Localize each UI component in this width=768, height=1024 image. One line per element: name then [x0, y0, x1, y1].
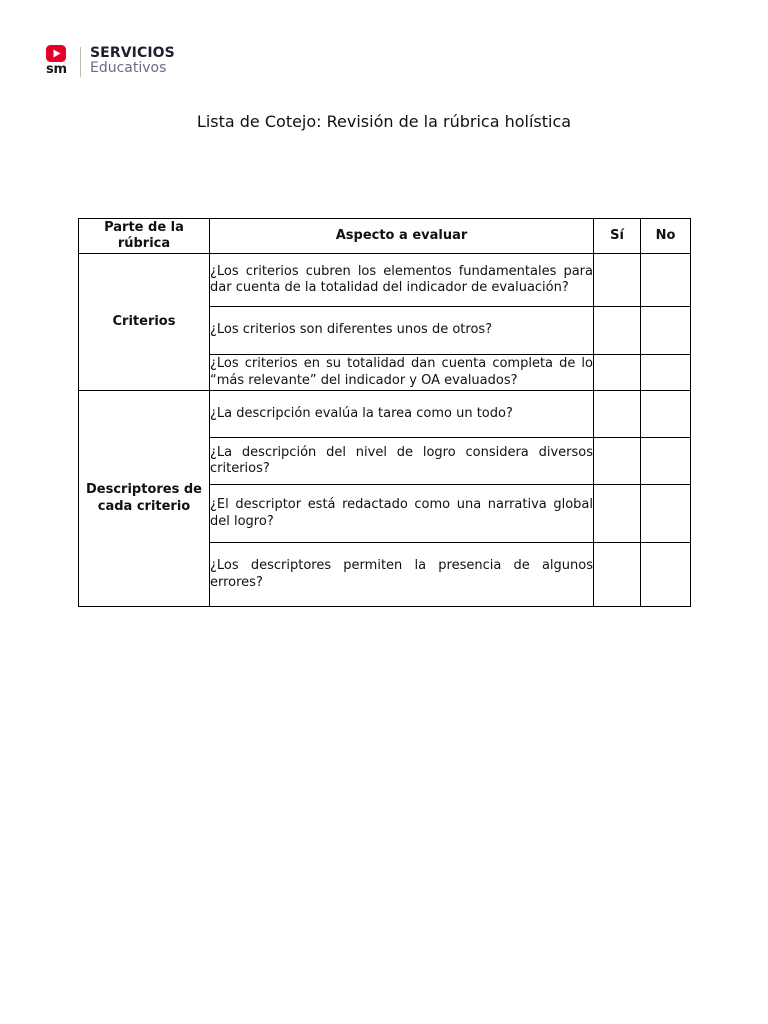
si-checkbox-cell[interactable]	[594, 254, 641, 307]
no-checkbox-cell[interactable]	[641, 438, 691, 485]
header-parte: Parte de la rúbrica	[79, 219, 210, 254]
group-label-criterios: Criterios	[79, 254, 210, 391]
sm-servicios-educativos-logo	[46, 45, 175, 79]
si-checkbox-cell[interactable]	[594, 485, 641, 543]
aspect-cell: ¿Los criterios son diferentes unos de otros?	[210, 307, 594, 355]
logo-line-educativos: Educativos	[90, 60, 167, 76]
group-label-descriptores: Descriptores de cada criterio	[79, 391, 210, 607]
aspect-cell: ¿La descripción evalúa la tarea como un todo?	[210, 391, 594, 438]
header-si: Sí	[594, 219, 641, 254]
no-checkbox-cell[interactable]	[641, 485, 691, 543]
si-checkbox-cell[interactable]	[594, 307, 641, 355]
no-checkbox-cell[interactable]	[641, 391, 691, 438]
logo-sm-text: sm	[46, 62, 67, 77]
aspect-cell: ¿La descripción del nivel de logro considera diversos criterios?	[210, 438, 594, 485]
si-checkbox-cell[interactable]	[594, 438, 641, 485]
si-checkbox-cell[interactable]	[594, 355, 641, 391]
checklist-table	[78, 218, 691, 607]
header-no: No	[641, 219, 691, 254]
no-checkbox-cell[interactable]	[641, 307, 691, 355]
aspect-cell: ¿Los descriptores permiten la presencia de algunos errores?	[210, 543, 594, 607]
no-checkbox-cell[interactable]	[641, 254, 691, 307]
si-checkbox-cell[interactable]	[594, 391, 641, 438]
table-row	[79, 391, 691, 438]
table-header-row	[79, 219, 691, 254]
play-icon	[46, 45, 68, 63]
logo-line-servicios: SERVICIOS	[90, 45, 175, 61]
table-row	[79, 254, 691, 307]
aspect-cell: ¿Los criterios en su totalidad dan cuenta completa de lo “más relevante” del indicador y OA evaluados?	[210, 355, 594, 391]
logo-wordmark	[90, 46, 175, 76]
no-checkbox-cell[interactable]	[641, 355, 691, 391]
aspect-cell: ¿Los criterios cubren los elementos fundamentales para dar cuenta de la totalidad del indicador de evaluación?	[210, 254, 594, 307]
header-aspecto: Aspecto a evaluar	[210, 219, 594, 254]
no-checkbox-cell[interactable]	[641, 543, 691, 607]
logo-divider	[80, 47, 81, 77]
si-checkbox-cell[interactable]	[594, 543, 641, 607]
document-title: Lista de Cotejo: Revisión de la rúbrica holística	[196, 112, 572, 131]
sm-logo-mark	[46, 45, 72, 79]
aspect-cell: ¿El descriptor está redactado como una narrativa global del logro?	[210, 485, 594, 543]
